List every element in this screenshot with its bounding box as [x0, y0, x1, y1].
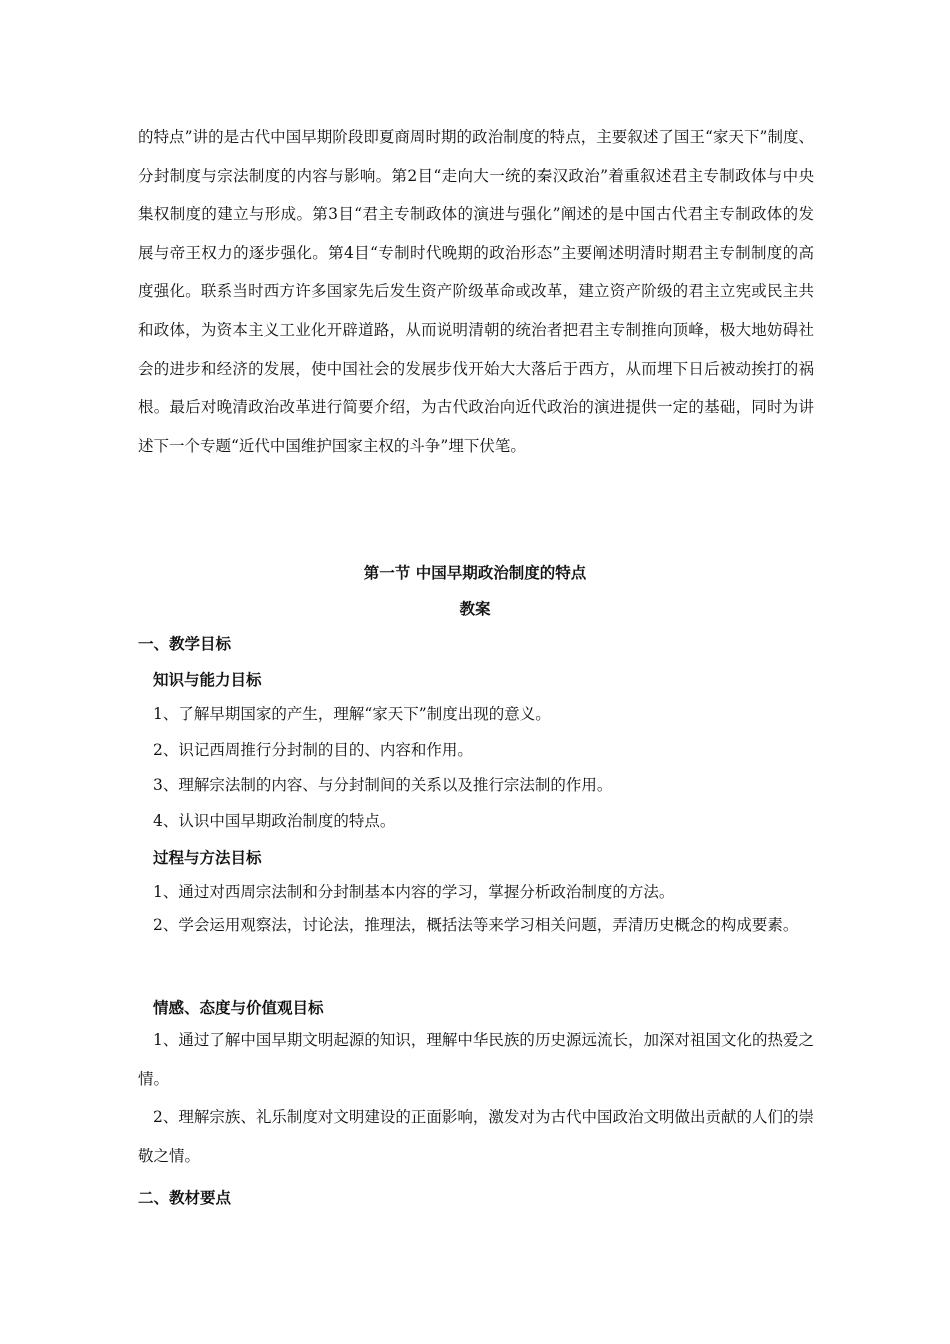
part1-heading: 一、教学目标	[138, 635, 232, 653]
process-goal-item: 1、通过对西周宗法制和分封制基本内容的学习，掌握分析政治制度的方法。	[153, 883, 675, 901]
emotion-goals-heading: 情感、态度与价值观目标	[153, 999, 324, 1017]
part2-heading: 二、教材要点	[138, 1189, 232, 1207]
intro-paragraph: 的特点”讲的是古代中国早期阶段即夏商周时期的政治制度的特点，主要叙述了国王“家天下”制度、分封制度与宗法制度的内容与影响。第2目“走向大一统的秦汉政治”着重叙述君主专制政体与中央集权制度的建立与形成。第3目“君主专制政体的演进与强化”阐述的是中国古代君主专制政体的发展与帝王权力的逐步强化。第4目“专制时代晚期的政治形态”主要阐述明清时期君主专制制度的高度强化。联系当时西方许多国家先后发生资产阶级革命或改革，建立资产阶级的君主立宪或民主共和政体，为资本主义工业化开辟道路，从而说明清朝的统治者把君主专制推向顶峰，极大地妨碍社会的进步和经济的发展，使中国社会的发展步伐开始大大落后于西方，从而埋下日后被动挨打的祸根。最后对晚清政治改革进行简要介绍，为古代政治向近代政治的演进提供一定的基础，同时为讲述下一个专题“近代中国维护国家主权的斗争”埋下伏笔。	[138, 128, 814, 455]
knowledge-goals-heading: 知识与能力目标	[153, 671, 262, 689]
emotion-goal-item: 2、理解宗族、礼乐制度对文明建设的正面影响，激发对为古代中国政治文明做出贡献的人们的崇敬之情。	[138, 1108, 814, 1165]
knowledge-goal-item: 2、识记西周推行分封制的目的、内容和作用。	[153, 741, 473, 759]
knowledge-goal-item: 3、理解宗法制的内容、与分封制间的关系以及推行宗法制的作用。	[153, 776, 613, 794]
process-goal-item: 2、学会运用观察法，讨论法，推理法，概括法等来学习相关问题，弄清历史概念的构成要素。	[153, 916, 799, 934]
section-title: 第一节 中国早期政治制度的特点	[363, 564, 587, 582]
knowledge-goal-item: 1、了解早期国家的产生，理解“家天下”制度出现的意义。	[153, 705, 551, 723]
emotion-goal-item: 1、通过了解中国早期文明起源的知识，理解中华民族的历史源远流长，加深对祖国文化的热爱之情。	[138, 1031, 814, 1088]
knowledge-goal-item: 4、认识中国早期政治制度的特点。	[153, 812, 396, 830]
process-goals-heading: 过程与方法目标	[153, 849, 262, 867]
subtitle: 教案	[459, 600, 491, 618]
